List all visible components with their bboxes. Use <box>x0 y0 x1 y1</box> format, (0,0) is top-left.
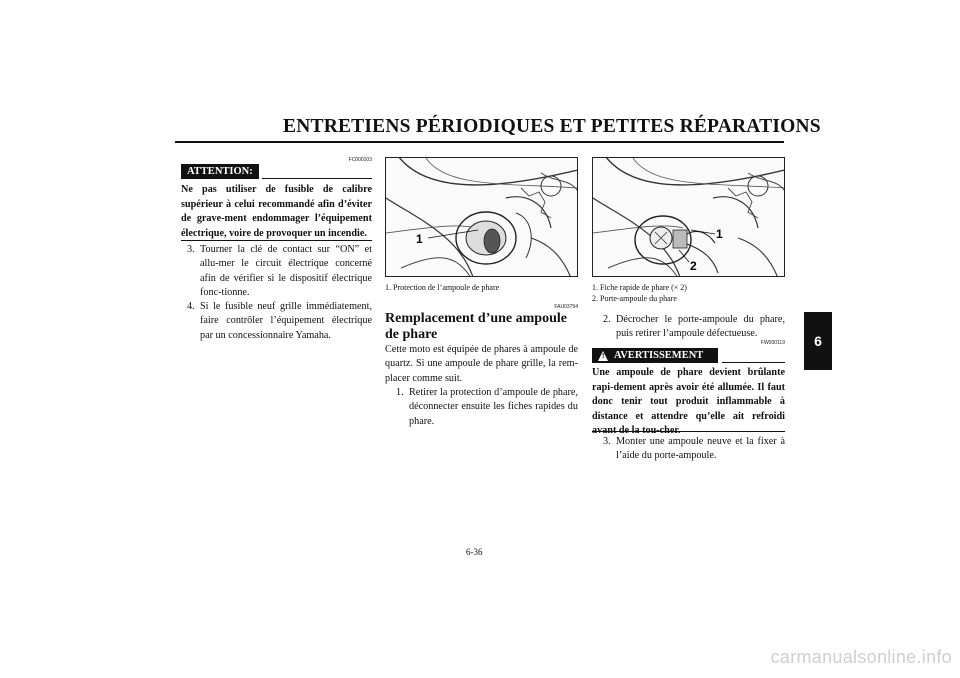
attention-banner: ATTENTION: <box>181 164 259 179</box>
callout-2: 2 <box>690 259 697 273</box>
section-code: FAU03794 <box>554 304 578 310</box>
page-number: 6-36 <box>466 547 483 557</box>
watermark: carmanualsonline.info <box>770 647 952 667</box>
section-intro: Cette moto est équipée de phares à ampoule de quartz. Si une ampoule de phare grille, la rem-placer comme suit. <box>385 344 578 384</box>
list-item <box>603 435 785 464</box>
attention-warning-text: Ne pas utiliser de fusible de calibre supérieur à celui recommandé afin d’éviter de grave-ment endommager l’équipement électrique, voire de provoquer un incendie. <box>181 184 372 239</box>
step-number: 4. <box>187 301 195 312</box>
warning-banner <box>592 348 718 363</box>
figure-caption: 1. Protection de l’ampoule de phare <box>385 283 500 292</box>
bulb-holder-illustration <box>593 158 785 277</box>
list-item <box>603 313 785 342</box>
step-text: Retirer la protection d’ampoule de phare, déconnecter ensuite les fiches rapides du phare. <box>409 387 578 427</box>
warning-text: Une ampoule de phare devient brûlante rapi-dement après avoir été allumée. Il faut donc tenir tout produit inflammable à distance et attendre qu’elle ait refroidi <box>592 367 785 422</box>
warning-bottom-rule <box>592 431 785 432</box>
attention-code: FC000103 <box>348 157 372 163</box>
step-number: 3. <box>187 244 195 255</box>
attention-banner-rule <box>262 178 372 179</box>
step-text: Si le fusible neuf grille immédiatement, faire contrôler l’équipement électrique par un concessionnaire Yamaha. <box>200 301 372 341</box>
list-item <box>187 300 372 343</box>
step-text: Monter une ampoule neuve et la fixer à l’aide du porte-ampoule. <box>616 436 785 462</box>
figure-caption-1: 1. Fiche rapide de phare (× 2) <box>592 283 687 292</box>
step-text: Tourner la clé de contact sur “ON” et allu-mer le circuit électrique concerné afin de vérifier si le dispositif électrique fonc-tionne. <box>200 244 372 298</box>
list-item <box>187 243 372 300</box>
warning-banner-label: AVERTISSEMENT <box>614 350 704 361</box>
warning-triangle-icon: ! <box>598 351 608 361</box>
step-number: 3. <box>603 436 611 447</box>
warning-code: FW000119 <box>760 340 785 346</box>
section-title: Remplacement d’une ampoule de phare <box>385 311 567 342</box>
warning-banner-rule <box>722 362 785 363</box>
step-text: Décrocher le porte-ampoule du phare, puis retirer l’ampoule défectueuse. <box>616 314 785 340</box>
list-item <box>396 386 578 429</box>
step-number: 1. <box>396 387 404 398</box>
callout-1: 1 <box>416 232 423 246</box>
figure-caption-2: 2. Porte-ampoule du phare <box>592 294 677 303</box>
chapter-tab: 6 <box>804 312 832 370</box>
callout-1: 1 <box>716 227 723 241</box>
attention-bottom-rule <box>181 240 372 241</box>
step-number: 2. <box>603 314 611 325</box>
bulb-holder-figure <box>592 157 785 277</box>
header-rule <box>175 141 784 143</box>
headlight-cover-figure <box>385 157 578 277</box>
headlight-cover-illustration <box>386 158 578 277</box>
page-title: ENTRETIENS PÉRIODIQUES ET PETITES RÉPARATIONS <box>283 116 821 137</box>
